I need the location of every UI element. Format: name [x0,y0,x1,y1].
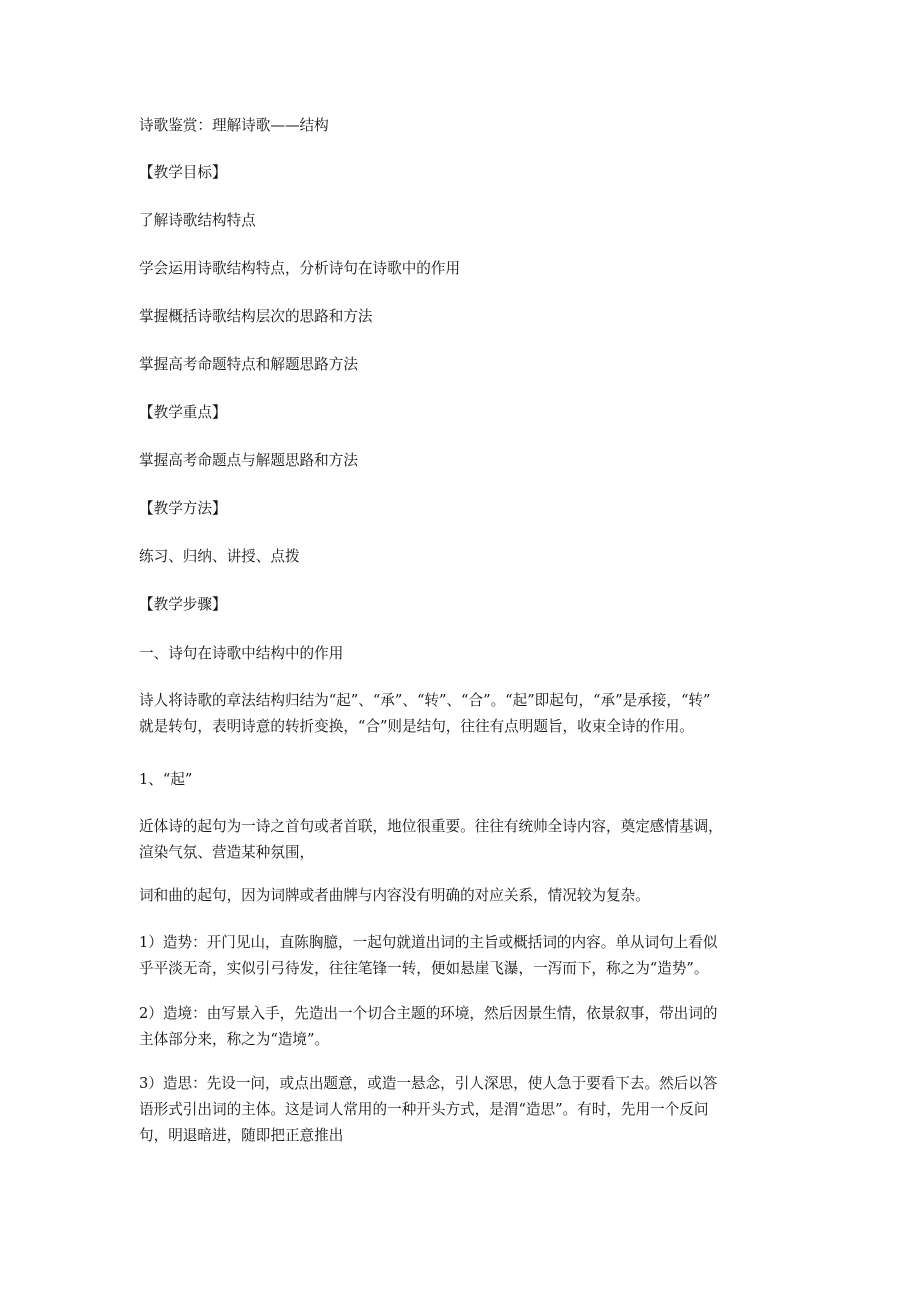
heading-teaching-methods-text: 【教学方法】 [139,500,227,517]
subheading-qi-text: 1、“起” [139,771,193,788]
list-item-zaojing-line: 主体部分来，称之为“造境”。 [139,1031,330,1048]
heading-teaching-focus-text: 【教学重点】 [139,404,227,421]
goal-item-4-text: 掌握高考命题特点和解题思路方法 [139,356,358,373]
subheading-qi [139,767,784,793]
qi-paragraph-line: 近体诗的起句为一诗之首句或者首联，地位很重要。往往有统帅全诗内容，奠定感情基调， [139,818,723,835]
section-heading-1-text: 一、诗句在诗歌中结构中的作用 [139,645,344,662]
goal-item-2 [139,256,784,282]
goal-item-3 [139,304,784,330]
list-item-zaojing [139,1001,784,1053]
list-item-zaoshi-line: 乎平淡无奇，实似引弓待发，往往笔锋一转，便如悬崖飞瀑，一泻而下，称之为“造势”。 [139,960,709,977]
list-item-zaosi-line: 句，明退暗进，随即把正意推出 [139,1127,344,1144]
intro-paragraph-line: 就是转句，表明诗意的转折变换，“合”则是结句，往往有点明题旨，收束全诗的作用。 [139,718,694,735]
goal-item-4 [139,352,784,378]
list-item-zaosi-line: 3）造思：先设一问，或点出题意，或造一悬念，引人深思，使人急于要看下去。然后以答 [139,1075,718,1092]
document-title [139,113,784,139]
qi-paragraph [139,814,784,866]
list-item-zaosi-line: 语形式引出词的主体。这是词人常用的一种开头方式，是渭“造思”。有时，先用一个反问 [139,1101,709,1118]
goal-item-1 [139,208,784,234]
intro-paragraph-line: 诗人将诗歌的章法结构归结为“起”、“承”、“转”、“合”。“起”即起句，“承”是承接，“转” [139,692,711,709]
list-item-zaosi [139,1071,784,1149]
heading-teaching-focus [139,400,784,426]
focus-item-1-text: 掌握高考命题点与解题思路和方法 [139,452,358,469]
list-item-zaojing-line: 2）造境：由写景入手，先造出一个切合主题的环境，然后因景生情，依景叙事，带出词的 [139,1005,718,1022]
methods-item-1 [139,544,784,570]
section-heading-1 [139,641,784,667]
list-item-zaoshi-line: 1）造势：开门见山，直陈胸臆，一起句就道出词的主旨或概括词的内容。单从词句上看似 [139,934,718,951]
focus-item-1 [139,448,784,474]
qi-paragraph-line: 渲染气氛、营造某种氛围， [139,844,315,861]
heading-teaching-steps [139,592,784,618]
goal-item-2-text: 学会运用诗歌结构特点，分析诗句在诗歌中的作用 [139,260,461,277]
list-item-zaoshi [139,930,784,982]
goal-item-3-text: 掌握概括诗歌结构层次的思路和方法 [139,308,373,325]
heading-teaching-goals-text: 【教学目标】 [139,164,227,181]
intro-paragraph [139,688,784,740]
methods-item-1-text: 练习、归纳、讲授、点拨 [139,548,300,565]
document-title-text: 诗歌鉴赏：理解诗歌——结构 [139,117,329,134]
ci-paragraph-line: 词和曲的起句，因为词牌或者曲牌与内容没有明确的对应关系，情况较为复杂。 [139,887,650,904]
heading-teaching-methods [139,496,784,522]
heading-teaching-goals [139,160,784,186]
ci-paragraph [139,883,784,909]
heading-teaching-steps-text: 【教学步骤】 [139,596,227,613]
goal-item-1-text: 了解诗歌结构特点 [139,212,256,229]
